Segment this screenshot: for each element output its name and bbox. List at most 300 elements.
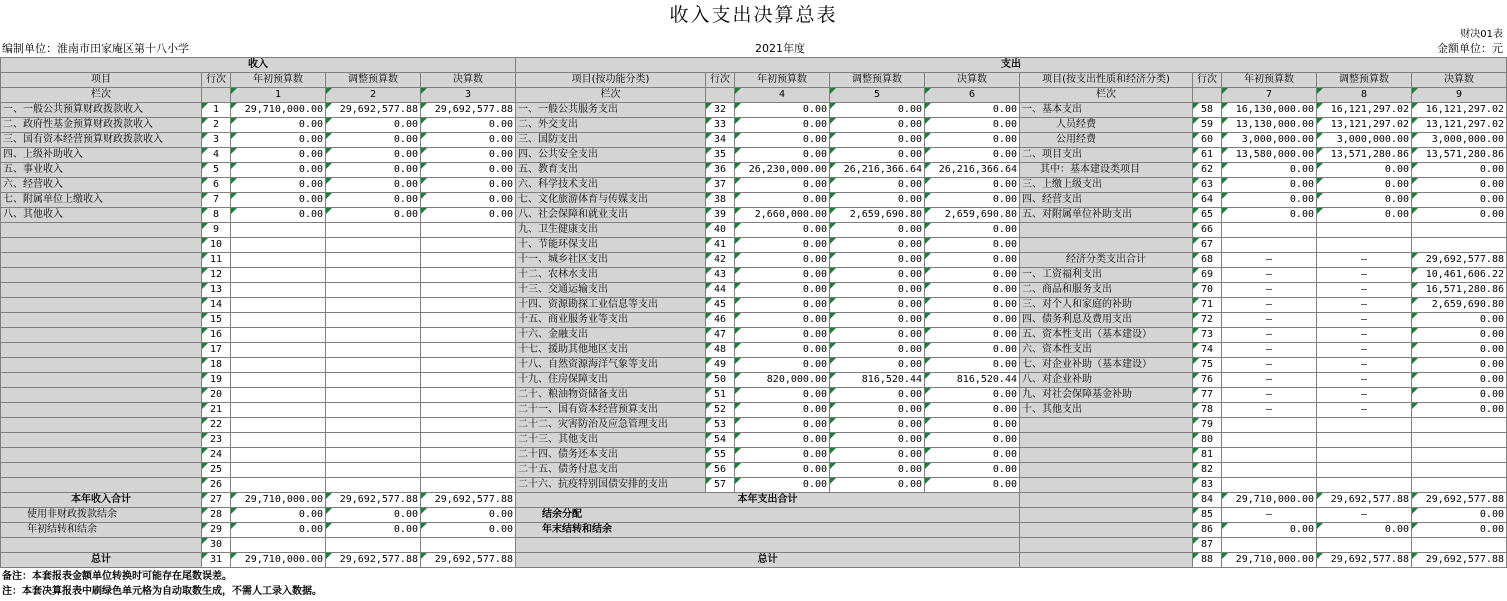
expense-line-number: 49 (706, 358, 735, 373)
expense-func-item-label: 五、教育支出 (516, 163, 706, 178)
expense-econ-final (1412, 433, 1507, 448)
expense-budget-init: 0.00 (735, 148, 830, 163)
expense-budget-adj: 816,520.44 (830, 373, 925, 388)
expense-line-number: 41 (706, 238, 735, 253)
expense-econ-budget-adj: — (1317, 508, 1412, 523)
expense-budget-adj: 0.00 (830, 178, 925, 193)
income-final (421, 418, 516, 433)
expense-econ-line-number: 81 (1193, 448, 1222, 463)
expense-econ-line-number: 66 (1193, 223, 1222, 238)
income-line-number: 29 (202, 523, 231, 538)
income-budget-adj (326, 403, 421, 418)
expense-econ-budget-init: — (1222, 313, 1317, 328)
expense-final: 0.00 (925, 328, 1020, 343)
income-line-number: 17 (202, 343, 231, 358)
expense-line-number: 45 (706, 298, 735, 313)
expense-econ-line-number: 75 (1193, 358, 1222, 373)
expense-econ-budget-init (1222, 538, 1317, 553)
expense-econ-final: 0.00 (1412, 373, 1507, 388)
expense-budget-init: 0.00 (735, 478, 830, 493)
expense-line-number: 38 (706, 193, 735, 208)
income-final (421, 313, 516, 328)
income-budget-adj (326, 268, 421, 283)
income-item-label (1, 298, 202, 313)
header-budget-adj: 调整预算数 (830, 73, 925, 88)
income-budget-init: 0.00 (231, 148, 326, 163)
income-line-number: 3 (202, 133, 231, 148)
header-final: 决算数 (925, 73, 1020, 88)
expense-econ-budget-adj: — (1317, 328, 1412, 343)
expense-func-item-label: 二、外交支出 (516, 118, 706, 133)
expense-func-item-label: 九、卫生健康支出 (516, 223, 706, 238)
expense-econ-item-label: 一、工资福利支出 (1020, 268, 1193, 283)
income-line-number: 27 (202, 493, 231, 508)
income-final: 0.00 (421, 208, 516, 223)
expense-line-number: 44 (706, 283, 735, 298)
expense-line-number: 33 (706, 118, 735, 133)
expense-econ-line-number: 83 (1193, 478, 1222, 493)
expense-final: 0.00 (925, 118, 1020, 133)
reporting-unit: 编制单位：淮南市田家庵区第十八小学 (2, 42, 189, 55)
income-budget-init (231, 223, 326, 238)
table-row (1, 208, 1507, 223)
expense-econ-final (1412, 223, 1507, 238)
expense-econ-budget-adj: 29,692,577.88 (1317, 553, 1412, 568)
header-item: 项目 (1, 73, 202, 88)
expense-budget-init: 0.00 (735, 298, 830, 313)
expense-econ-budget-adj: — (1317, 358, 1412, 373)
expense-econ-line-number: 82 (1193, 463, 1222, 478)
expense-budget-init: 0.00 (735, 313, 830, 328)
expense-econ-budget-init: 13,580,000.00 (1222, 148, 1317, 163)
income-final: 0.00 (421, 508, 516, 523)
expense-budget-adj: 0.00 (830, 133, 925, 148)
expense-econ-budget-adj: 13,571,280.86 (1317, 148, 1412, 163)
table-row (1, 163, 1507, 178)
income-budget-adj: 0.00 (326, 193, 421, 208)
expense-budget-init: 820,000.00 (735, 373, 830, 388)
expense-econ-item-label: 六、资本性支出 (1020, 343, 1193, 358)
income-final: 29,692,577.88 (421, 553, 516, 568)
income-final (421, 373, 516, 388)
income-budget-init (231, 328, 326, 343)
table-row (1, 448, 1507, 463)
expense-econ-final: 0.00 (1412, 163, 1507, 178)
expense-line-number: 57 (706, 478, 735, 493)
income-budget-init (231, 343, 326, 358)
income-line-number: 31 (202, 553, 231, 568)
income-budget-adj: 0.00 (326, 163, 421, 178)
header-budget-init: 年初预算数 (231, 73, 326, 88)
income-budget-adj (326, 418, 421, 433)
expense-budget-init: 0.00 (735, 193, 830, 208)
expense-budget-adj: 0.00 (830, 403, 925, 418)
expense-budget-adj: 0.00 (830, 283, 925, 298)
header-budget-adj: 调整预算数 (326, 73, 421, 88)
expense-econ-line-number: 60 (1193, 133, 1222, 148)
income-final: 0.00 (421, 118, 516, 133)
expense-budget-init: 0.00 (735, 403, 830, 418)
expense-econ-budget-init: — (1222, 388, 1317, 403)
income-line-number: 7 (202, 193, 231, 208)
expense-line-number: 55 (706, 448, 735, 463)
header-budget-init: 年初预算数 (735, 73, 830, 88)
expense-econ-budget-init: 0.00 (1222, 208, 1317, 223)
expense-budget-init: 0.00 (735, 268, 830, 283)
income-item-label (1, 223, 202, 238)
income-budget-init (231, 373, 326, 388)
income-budget-adj (326, 478, 421, 493)
income-final (421, 478, 516, 493)
expense-econ-final (1412, 418, 1507, 433)
expense-econ-item-label: 五、资本性支出（基本建设） (1020, 328, 1193, 343)
expense-budget-init: 0.00 (735, 118, 830, 133)
expense-econ-budget-init (1222, 238, 1317, 253)
expense-econ-budget-init: — (1222, 403, 1317, 418)
expense-econ-budget-init: 0.00 (1222, 178, 1317, 193)
income-budget-init (231, 418, 326, 433)
expense-econ-budget-adj: 3,000,000.00 (1317, 133, 1412, 148)
income-budget-adj: 0.00 (326, 118, 421, 133)
expense-line-number: 47 (706, 328, 735, 343)
table-row (1, 343, 1507, 358)
income-line-number: 20 (202, 388, 231, 403)
income-item-label (1, 358, 202, 373)
expense-line-number: 48 (706, 343, 735, 358)
expense-econ-item-label: 三、上缴上级支出 (1020, 178, 1193, 193)
expense-econ-final: 0.00 (1412, 193, 1507, 208)
expense-econ-item-label: 十、其他支出 (1020, 403, 1193, 418)
expense-budget-adj: 0.00 (830, 448, 925, 463)
income-final (421, 388, 516, 403)
expense-econ-final: 0.00 (1412, 328, 1507, 343)
expense-final: 0.00 (925, 148, 1020, 163)
column-index: 5 (830, 88, 925, 103)
expense-budget-adj: 0.00 (830, 193, 925, 208)
expense-econ-final: 29,692,577.88 (1412, 553, 1507, 568)
income-item-label: 六、经营收入 (1, 178, 202, 193)
income-line-number: 1 (202, 103, 231, 118)
column-index: 3 (421, 88, 516, 103)
expense-econ-final: 13,571,280.86 (1412, 148, 1507, 163)
expense-budget-adj: 0.00 (830, 343, 925, 358)
income-item-label (1, 328, 202, 343)
expense-econ-budget-init: 0.00 (1222, 193, 1317, 208)
footnote: 注：本套决算报表中刷绿色单元格为自动取数生成，不需人工录入数据。 (2, 586, 322, 597)
expense-line-number: 46 (706, 313, 735, 328)
income-line-number: 10 (202, 238, 231, 253)
expense-line-number: 52 (706, 403, 735, 418)
expense-econ-line-number: 78 (1193, 403, 1222, 418)
income-budget-init (231, 403, 326, 418)
expense-econ-budget-init: — (1222, 283, 1317, 298)
expense-econ-line-number: 86 (1193, 523, 1222, 538)
income-budget-init: 0.00 (231, 133, 326, 148)
column-index: 6 (925, 88, 1020, 103)
income-budget-adj (326, 448, 421, 463)
expense-econ-final: 3,000,000.00 (1412, 133, 1507, 148)
expense-econ-item-label: 二、商品和服务支出 (1020, 283, 1193, 298)
expense-final: 0.00 (925, 418, 1020, 433)
income-final: 0.00 (421, 178, 516, 193)
income-final (421, 463, 516, 478)
table-row (1, 223, 1507, 238)
expense-econ-item-label (1020, 238, 1193, 253)
column-index: 1 (231, 88, 326, 103)
total-row (1, 523, 1507, 538)
table-row (1, 133, 1507, 148)
income-final (421, 448, 516, 463)
expense-total-label: 本年支出合计 (516, 493, 1020, 508)
expense-final: 0.00 (925, 193, 1020, 208)
expense-econ-budget-adj (1317, 463, 1412, 478)
column-index: 9 (1412, 88, 1507, 103)
table-row (1, 358, 1507, 373)
expense-budget-init: 26,230,000.00 (735, 163, 830, 178)
income-final (421, 403, 516, 418)
expense-budget-init: 0.00 (735, 253, 830, 268)
expense-func-item-label: 二十、粮油物资储备支出 (516, 388, 706, 403)
footnote: 备注：本套报表金额单位转换时可能存在尾数误差。 (2, 571, 232, 582)
expense-func-item-label: 六、科学技术支出 (516, 178, 706, 193)
income-budget-adj (326, 238, 421, 253)
expense-budget-init: 0.00 (735, 433, 830, 448)
income-budget-adj: 0.00 (326, 178, 421, 193)
income-final (421, 253, 516, 268)
table-row (1, 253, 1507, 268)
income-budget-init (231, 448, 326, 463)
expense-econ-item-label: 其中：基本建设类项目 (1020, 163, 1193, 178)
income-budget-adj: 0.00 (326, 133, 421, 148)
income-total-label: 使用非财政拨款结余 (1, 508, 202, 523)
income-line-number: 14 (202, 298, 231, 313)
income-item-label (1, 538, 202, 553)
income-line-number: 16 (202, 328, 231, 343)
income-line-number: 25 (202, 463, 231, 478)
expense-econ-budget-adj (1317, 223, 1412, 238)
expense-econ-item-label: 经济分类支出合计 (1020, 253, 1193, 268)
income-final: 0.00 (421, 133, 516, 148)
income-budget-init (231, 433, 326, 448)
expense-func-item-label: 十四、资源勘探工业信息等支出 (516, 298, 706, 313)
expense-final: 0.00 (925, 358, 1020, 373)
expense-econ-budget-adj: — (1317, 298, 1412, 313)
expense-func-item-label: 二十一、国有资本经营预算支出 (516, 403, 706, 418)
expense-econ-line-number: 74 (1193, 343, 1222, 358)
expense-func-item-label: 一、一般公共服务支出 (516, 103, 706, 118)
expense-econ-item-label (1020, 493, 1193, 508)
expense-func-item-label: 十七、援助其他地区支出 (516, 343, 706, 358)
table-row (1, 418, 1507, 433)
income-line-number: 24 (202, 448, 231, 463)
table-row (1, 178, 1507, 193)
expense-total-label: 年末结转和结余 (516, 523, 1020, 538)
expense-line-number: 37 (706, 178, 735, 193)
income-budget-init (231, 478, 326, 493)
income-item-label (1, 268, 202, 283)
expense-econ-budget-adj (1317, 418, 1412, 433)
expense-econ-final (1412, 478, 1507, 493)
income-line-number: 13 (202, 283, 231, 298)
income-item-label (1, 403, 202, 418)
expense-econ-budget-adj: 0.00 (1317, 208, 1412, 223)
expense-final: 0.00 (925, 133, 1020, 148)
income-budget-adj (326, 253, 421, 268)
expense-econ-final: 0.00 (1412, 313, 1507, 328)
expense-line-number: 56 (706, 463, 735, 478)
expense-econ-budget-adj: — (1317, 343, 1412, 358)
table-row (1, 238, 1507, 253)
income-final (421, 283, 516, 298)
expense-econ-budget-adj: — (1317, 283, 1412, 298)
income-final (421, 433, 516, 448)
expense-econ-budget-adj: — (1317, 313, 1412, 328)
expense-econ-final: 10,461,606.22 (1412, 268, 1507, 283)
income-budget-init: 0.00 (231, 208, 326, 223)
expense-econ-line-number: 80 (1193, 433, 1222, 448)
expense-econ-budget-init: — (1222, 358, 1317, 373)
income-item-label (1, 478, 202, 493)
expense-econ-budget-init: — (1222, 373, 1317, 388)
income-line-number: 22 (202, 418, 231, 433)
expense-econ-line-number: 59 (1193, 118, 1222, 133)
expense-econ-budget-init: — (1222, 343, 1317, 358)
income-total-label: 年初结转和结余 (1, 523, 202, 538)
income-final (421, 238, 516, 253)
income-budget-init (231, 388, 326, 403)
expense-econ-final: 0.00 (1412, 523, 1507, 538)
expense-econ-budget-adj: 0.00 (1317, 193, 1412, 208)
income-line-number: 28 (202, 508, 231, 523)
expense-econ-final: 0.00 (1412, 178, 1507, 193)
expense-econ-item-label: 八、对企业补助 (1020, 373, 1193, 388)
expense-econ-line-number: 58 (1193, 103, 1222, 118)
income-budget-init (231, 283, 326, 298)
expense-econ-budget-init: — (1222, 328, 1317, 343)
fiscal-year: 2021年度 (755, 42, 805, 55)
expense-econ-item-label (1020, 433, 1193, 448)
expense-econ-budget-init: 3,000,000.00 (1222, 133, 1317, 148)
expense-econ-budget-init (1222, 463, 1317, 478)
expense-econ-budget-adj: — (1317, 253, 1412, 268)
expense-budget-adj: 0.00 (830, 148, 925, 163)
expense-econ-item-label (1020, 538, 1193, 553)
expense-func-item-label: 二十四、债务还本支出 (516, 448, 706, 463)
expense-econ-budget-adj (1317, 433, 1412, 448)
expense-final: 0.00 (925, 238, 1020, 253)
expense-func-item-label: 二十五、债务付息支出 (516, 463, 706, 478)
income-item-label: 七、附属单位上缴收入 (1, 193, 202, 208)
column-index-label: 栏次 (1020, 88, 1193, 103)
expense-total-label: 结余分配 (516, 508, 1020, 523)
table-row (1, 148, 1507, 163)
expense-econ-budget-adj (1317, 238, 1412, 253)
income-budget-adj (326, 313, 421, 328)
expense-econ-line-number: 85 (1193, 508, 1222, 523)
expense-econ-item-label: 二、项目支出 (1020, 148, 1193, 163)
expense-econ-budget-init: 29,710,000.00 (1222, 493, 1317, 508)
expense-econ-line-number: 62 (1193, 163, 1222, 178)
income-budget-adj: 0.00 (326, 523, 421, 538)
income-final (421, 343, 516, 358)
expense-final: 0.00 (925, 403, 1020, 418)
column-index-label: 栏次 (1, 88, 202, 103)
income-budget-adj (326, 463, 421, 478)
expense-econ-item-label: 三、对个人和家庭的补助 (1020, 298, 1193, 313)
expense-econ-final: 29,692,577.88 (1412, 253, 1507, 268)
income-line-number: 19 (202, 373, 231, 388)
expense-budget-init: 0.00 (735, 238, 830, 253)
expense-budget-init: 0.00 (735, 463, 830, 478)
income-line-number: 6 (202, 178, 231, 193)
expense-econ-final: 16,571,280.86 (1412, 283, 1507, 298)
table-row (1, 403, 1507, 418)
expense-econ-budget-init: 0.00 (1222, 523, 1317, 538)
expense-line-number: 42 (706, 253, 735, 268)
header-budget-adj: 调整预算数 (1317, 73, 1412, 88)
expense-final: 0.00 (925, 298, 1020, 313)
income-line-number: 23 (202, 433, 231, 448)
income-budget-adj (326, 388, 421, 403)
income-item-label (1, 313, 202, 328)
expense-econ-final (1412, 463, 1507, 478)
expense-econ-budget-init (1222, 448, 1317, 463)
expense-func-item-label: 十三、交通运输支出 (516, 283, 706, 298)
income-item-label (1, 253, 202, 268)
expense-line-number: 35 (706, 148, 735, 163)
total-row (1, 538, 1507, 553)
expense-final: 0.00 (925, 313, 1020, 328)
column-index-label: 栏次 (516, 88, 706, 103)
income-budget-adj (326, 328, 421, 343)
expense-econ-final: 0.00 (1412, 358, 1507, 373)
expense-econ-item-label (1020, 523, 1193, 538)
expense-budget-init: 0.00 (735, 103, 830, 118)
income-budget-adj (326, 343, 421, 358)
expense-total-label (516, 538, 1020, 553)
column-index: 8 (1317, 88, 1412, 103)
income-line-number: 18 (202, 358, 231, 373)
expense-econ-item-label: 五、对附属单位补助支出 (1020, 208, 1193, 223)
table-row (1, 373, 1507, 388)
income-budget-init: 29,710,000.00 (231, 553, 326, 568)
expense-final: 0.00 (925, 433, 1020, 448)
expense-econ-item-label: 人员经费 (1020, 118, 1193, 133)
income-budget-init: 0.00 (231, 523, 326, 538)
expense-line-number: 36 (706, 163, 735, 178)
expense-econ-final: 13,121,297.02 (1412, 118, 1507, 133)
expense-econ-budget-init (1222, 478, 1317, 493)
income-budget-adj (326, 373, 421, 388)
income-item-label (1, 433, 202, 448)
income-line-number: 4 (202, 148, 231, 163)
income-budget-init: 29,710,000.00 (231, 103, 326, 118)
income-budget-adj: 29,692,577.88 (326, 103, 421, 118)
expense-final: 0.00 (925, 268, 1020, 283)
expense-econ-budget-init: 0.00 (1222, 163, 1317, 178)
expense-budget-adj: 0.00 (830, 328, 925, 343)
income-line-number: 21 (202, 403, 231, 418)
expense-econ-budget-init (1222, 418, 1317, 433)
income-line-number: 30 (202, 538, 231, 553)
expense-econ-item-label (1020, 223, 1193, 238)
expense-econ-final (1412, 238, 1507, 253)
header-budget-init: 年初预算数 (1222, 73, 1317, 88)
expense-budget-adj: 0.00 (830, 418, 925, 433)
expense-budget-init: 0.00 (735, 418, 830, 433)
expense-func-item-label: 十二、农林水支出 (516, 268, 706, 283)
income-item-label (1, 373, 202, 388)
